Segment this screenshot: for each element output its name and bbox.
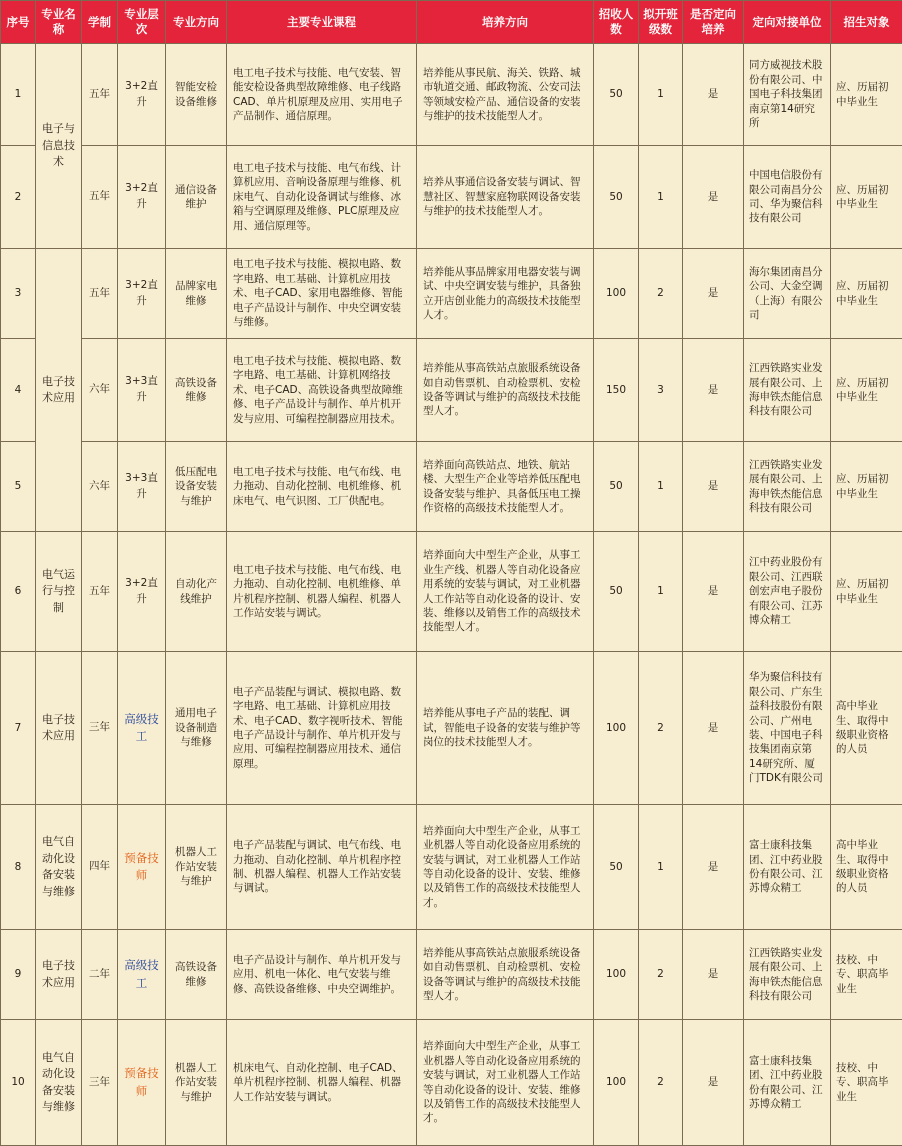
training: 培养面向大中型生产企业，从事工业生产线、机器人等自动化设备应用系统的安装与调试，对工业机器人工作站等自动化设备的设计、安装、维修以及销售工作的高级技术技能型人才。 (417, 532, 594, 652)
level: 3+3直升 (118, 442, 166, 532)
target: 技校、中专、职高毕业生 (831, 930, 902, 1020)
years: 五年 (82, 249, 118, 339)
level: 3+2直升 (118, 146, 166, 249)
courses: 电工电子技术与技能、电气布线、电力拖动、自动化控制、电机维修、机床电气、电气识图、工厂供配电。 (227, 442, 417, 532)
courses: 机床电气、自动化控制、电子CAD、单片机程序控制、机器人编程、机器人工作站安装与调试。 (227, 1020, 417, 1146)
major-name: 电子技术应用 (36, 652, 82, 805)
oriented: 是 (683, 44, 744, 146)
classes: 2 (639, 1020, 683, 1146)
employer: 中国电信股份有限公司南昌分公司、华为聚信科技有限公司 (744, 146, 831, 249)
target: 技校、中专、职高毕业生 (831, 1020, 902, 1146)
employer: 江西铁路实业发展有限公司、上海申铁杰能信息科技有限公司 (744, 442, 831, 532)
oriented: 是 (683, 442, 744, 532)
count: 50 (594, 442, 639, 532)
classes: 1 (639, 532, 683, 652)
row-number: 7 (1, 652, 36, 805)
oriented: 是 (683, 652, 744, 805)
direction: 自动化产线维护 (166, 532, 227, 652)
oriented: 是 (683, 805, 744, 930)
major-name: 电气自动化设备安装与维修 (36, 1020, 82, 1146)
header-employer: 定向对接单位 (744, 1, 831, 44)
level: 预备技师 (118, 805, 166, 930)
direction: 低压配电设备安装与维护 (166, 442, 227, 532)
count: 50 (594, 805, 639, 930)
years: 六年 (82, 442, 118, 532)
years: 五年 (82, 146, 118, 249)
major-name: 电气运行与控制 (36, 532, 82, 652)
training: 培养能从事高铁站点旅服系统设备如自动售票机、自动检票机、安检设备等调试与维护的高级技术技能型人才。 (417, 930, 594, 1020)
years: 二年 (82, 930, 118, 1020)
target: 高中毕业生、取得中级职业资格的人员 (831, 805, 902, 930)
target: 应、历届初中毕业生 (831, 532, 902, 652)
employer: 富士康科技集团、江中药业股份有限公司、江苏博众精工 (744, 805, 831, 930)
level: 高级技工 (118, 930, 166, 1020)
training: 培养面向高铁站点、地铁、航站楼、大型生产企业等培养低压配电设备安装与维护、具备低压电工操作资格的高级技术技能型人才。 (417, 442, 594, 532)
courses: 电子产品装配与调试、模拟电路、数字电路、电工基础、计算机应用技术、电子CAD、数字视听技术、智能电子产品设计与制作、单片机开发与应用、可编程控制器应用技术、通信原理。 (227, 652, 417, 805)
training: 培养能从事民航、海关、铁路、城市轨道交通、邮政物流、公安司法等领域安检产品、通信设备的安装与维护的技术技能型人才。 (417, 44, 594, 146)
direction: 机器人工作站安装与维护 (166, 805, 227, 930)
courses: 电工电子技术与技能、电气安装、智能安检设备典型故障维修、电子线路CAD、单片机原理及应用、实用电子产品制作、通信原理。 (227, 44, 417, 146)
row-number: 5 (1, 442, 36, 532)
row-number: 8 (1, 805, 36, 930)
table-row (1, 652, 902, 805)
training: 培养能从事品牌家用电器安装与调试、中央空调安装与维护，具备独立开店创业能力的高级技术技能型人才。 (417, 249, 594, 339)
level: 3+3直升 (118, 339, 166, 442)
level: 3+2直升 (118, 249, 166, 339)
header-level: 专业层次 (118, 1, 166, 44)
classes: 1 (639, 442, 683, 532)
row-number: 6 (1, 532, 36, 652)
count: 100 (594, 249, 639, 339)
employer: 华为聚信科技有限公司、广东生益科技股份有限公司、广州电装、中国电子科技集团南京第14研究所、厦门TDK有限公司 (744, 652, 831, 805)
row-number: 2 (1, 146, 36, 249)
oriented: 是 (683, 532, 744, 652)
target: 高中毕业生、取得中级职业资格的人员 (831, 652, 902, 805)
direction: 机器人工作站安装与维护 (166, 1020, 227, 1146)
classes: 2 (639, 930, 683, 1020)
courses: 电子产品设计与制作、单片机开发与应用、机电一体化、电气安装与维修、高铁设备维修、中央空调维护。 (227, 930, 417, 1020)
table-row (1, 249, 902, 339)
target: 应、历届初中毕业生 (831, 339, 902, 442)
major-name: 电子与信息技术 (36, 44, 82, 249)
training: 培养面向大中型生产企业，从事工业机器人等自动化设备应用系统的安装与调试，对工业机器人工作站等自动化设备的设计、安装、维修以及销售工作的高级技术技能型人才。 (417, 1020, 594, 1146)
table-row (1, 930, 902, 1020)
major-name: 电气自动化设备安装与维修 (36, 805, 82, 930)
years: 三年 (82, 652, 118, 805)
courses: 电工电子技术与技能、模拟电路、数字电路、电工基础、计算机应用技术、电子CAD、家用电器维修、智能电子产品设计与制作、中央空调安装与维修。 (227, 249, 417, 339)
row-number: 1 (1, 44, 36, 146)
table-row (1, 805, 902, 930)
row-number: 10 (1, 1020, 36, 1146)
years: 四年 (82, 805, 118, 930)
employer: 海尔集团南昌分公司、大金空调（上海）有限公司 (744, 249, 831, 339)
direction: 通信设备维护 (166, 146, 227, 249)
courses: 电子产品装配与调试、电气布线、电力拖动、自动化控制、单片机程序控制、机器人编程、机器人工作站安装与调试。 (227, 805, 417, 930)
count: 100 (594, 1020, 639, 1146)
row-number: 9 (1, 930, 36, 1020)
courses: 电工电子技术与技能、电气布线、计算机应用、音响设备原理与维修、机床电气、自动化设备调试与维修、冰箱与空调原理及维修、PLC原理及应用、通信原理等。 (227, 146, 417, 249)
training: 培养面向大中型生产企业，从事工业机器人等自动化设备应用系统的安装与调试，对工业机器人工作站等自动化设备的设计、安装、维修以及销售工作的高级技术技能型人才。 (417, 805, 594, 930)
oriented: 是 (683, 1020, 744, 1146)
oriented: 是 (683, 930, 744, 1020)
employer: 江西铁路实业发展有限公司、上海申铁杰能信息科技有限公司 (744, 339, 831, 442)
classes: 2 (639, 652, 683, 805)
classes: 3 (639, 339, 683, 442)
training: 培养能从事电子产品的装配、调试，智能电子设备的安装与维护等岗位的技术技能型人才。 (417, 652, 594, 805)
header-classes: 拟开班级数 (639, 1, 683, 44)
oriented: 是 (683, 146, 744, 249)
employer: 富士康科技集团、江中药业股份有限公司、江苏博众精工 (744, 1020, 831, 1146)
count: 100 (594, 652, 639, 805)
years: 五年 (82, 532, 118, 652)
years: 三年 (82, 1020, 118, 1146)
direction: 品牌家电维修 (166, 249, 227, 339)
classes: 1 (639, 146, 683, 249)
count: 150 (594, 339, 639, 442)
count: 100 (594, 930, 639, 1020)
count: 50 (594, 532, 639, 652)
target: 应、历届初中毕业生 (831, 442, 902, 532)
level: 高级技工 (118, 652, 166, 805)
classes: 1 (639, 805, 683, 930)
employer: 同方威视技术股份有限公司、中国电子科技集团南京第14研究所 (744, 44, 831, 146)
courses: 电工电子技术与技能、模拟电路、数字电路、电工基础、计算机网络技术、电子CAD、高铁设备典型故障维修、电子产品设计与制作、单片机开发与应用、可编程控制器应用技术。 (227, 339, 417, 442)
header-years: 学制 (82, 1, 118, 44)
classes: 1 (639, 44, 683, 146)
major-name: 电子技术应用 (36, 930, 82, 1020)
header-major: 专业名称 (36, 1, 82, 44)
direction: 高铁设备维修 (166, 339, 227, 442)
level: 3+2直升 (118, 44, 166, 146)
header-row (1, 1, 902, 44)
oriented: 是 (683, 249, 744, 339)
table-row (1, 146, 902, 249)
courses: 电工电子技术与技能、电气布线、电力拖动、自动化控制、电机维修、单片机程序控制、机器人编程、机器人工作站安装与调试。 (227, 532, 417, 652)
header-no: 序号 (1, 1, 36, 44)
row-number: 3 (1, 249, 36, 339)
table-row (1, 1020, 902, 1146)
header-target: 招生对象 (831, 1, 902, 44)
header-courses: 主要专业课程 (227, 1, 417, 44)
classes: 2 (639, 249, 683, 339)
target: 应、历届初中毕业生 (831, 146, 902, 249)
training: 培养能从事高铁站点旅服系统设备如自动售票机、自动检票机、安检设备等调试与维护的高级技术技能型人才。 (417, 339, 594, 442)
level: 3+2直升 (118, 532, 166, 652)
count: 50 (594, 44, 639, 146)
table-row (1, 442, 902, 532)
header-direction: 专业方向 (166, 1, 227, 44)
major-name: 电子技术应用 (36, 249, 82, 532)
target: 应、历届初中毕业生 (831, 44, 902, 146)
years: 六年 (82, 339, 118, 442)
header-training: 培养方向 (417, 1, 594, 44)
oriented: 是 (683, 339, 744, 442)
table-row (1, 339, 902, 442)
years: 五年 (82, 44, 118, 146)
table-row (1, 44, 902, 146)
header-oriented: 是否定向培养 (683, 1, 744, 44)
row-number: 4 (1, 339, 36, 442)
table-row (1, 532, 902, 652)
employer: 江中药业股份有限公司、江西联创宏声电子股份有限公司、江苏博众精工 (744, 532, 831, 652)
direction: 智能安检设备维修 (166, 44, 227, 146)
header-count: 招收人数 (594, 1, 639, 44)
count: 50 (594, 146, 639, 249)
direction: 通用电子设备制造与维修 (166, 652, 227, 805)
employer: 江西铁路实业发展有限公司、上海申铁杰能信息科技有限公司 (744, 930, 831, 1020)
level: 预备技师 (118, 1020, 166, 1146)
target: 应、历届初中毕业生 (831, 249, 902, 339)
direction: 高铁设备维修 (166, 930, 227, 1020)
training: 培养从事通信设备安装与调试、智慧社区、智慧家庭物联网设备安装与维护的技术技能型人才。 (417, 146, 594, 249)
